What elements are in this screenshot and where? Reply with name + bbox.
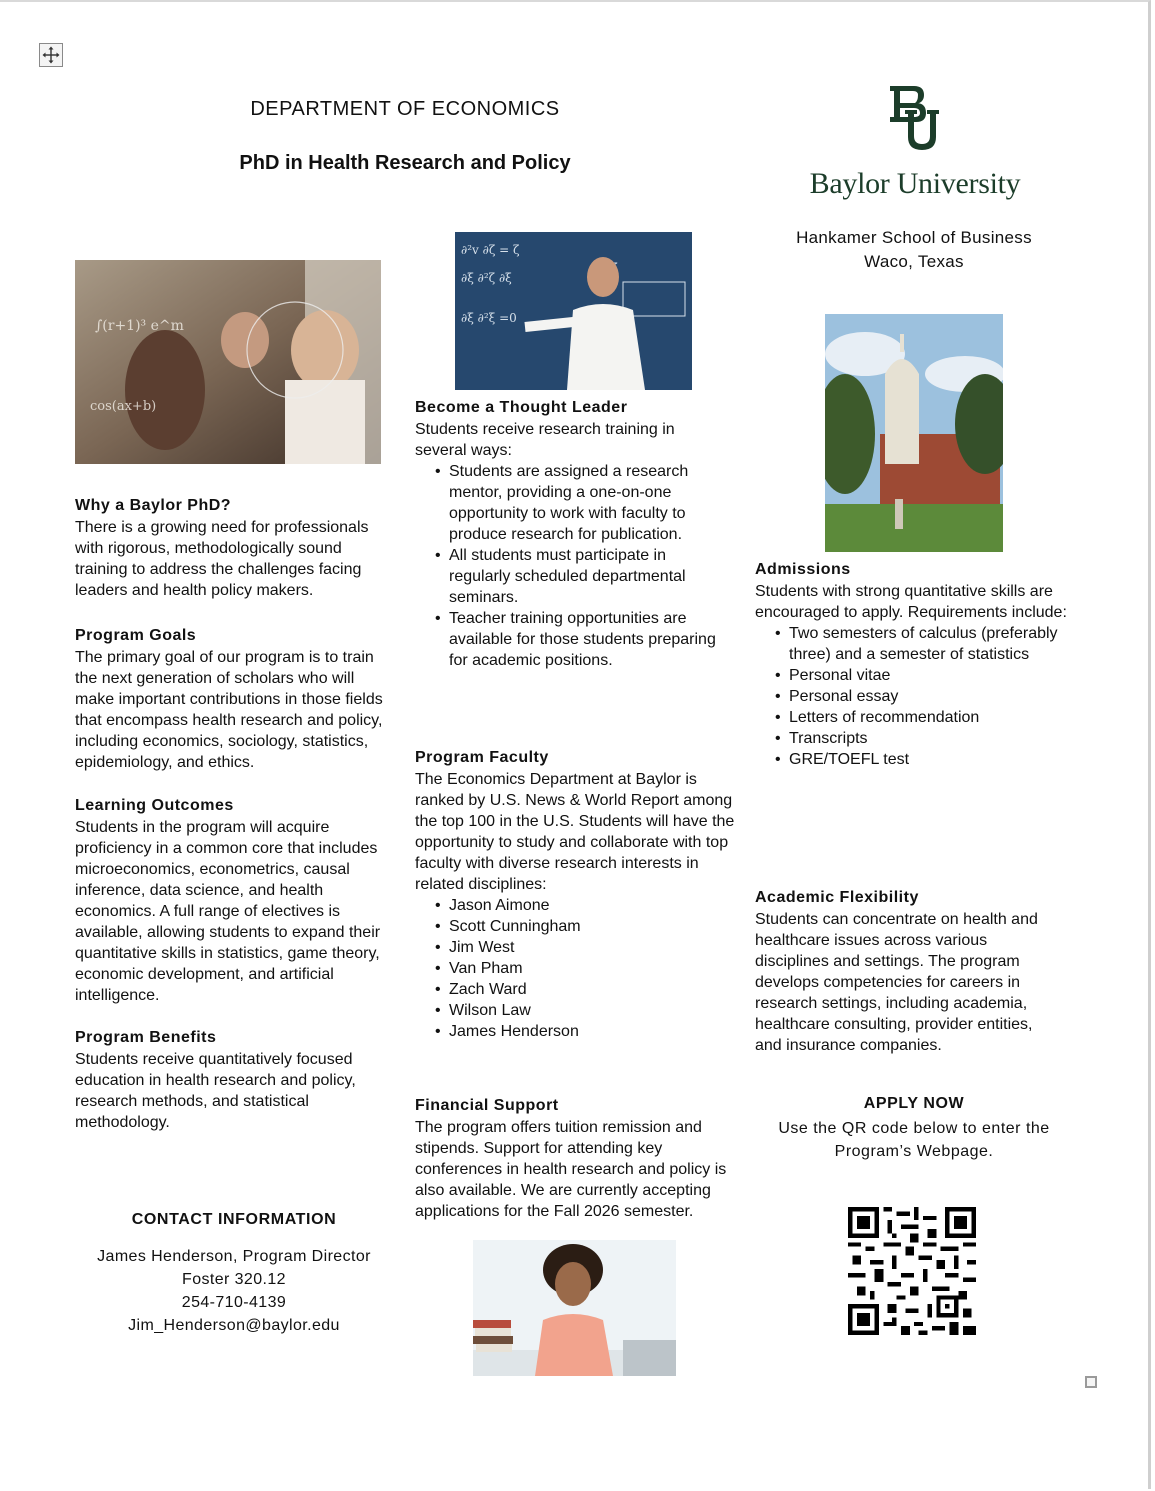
contact-info <box>75 1245 393 1337</box>
contact-phone: 254-710-4139 <box>181 1294 287 1311</box>
section-heading: Program Faculty <box>415 749 549 766</box>
department-title: DEPARTMENT OF ECONOMICS <box>250 98 560 120</box>
section-outcomes <box>75 795 395 1006</box>
section-goals <box>75 625 393 773</box>
section-faculty <box>415 747 737 1042</box>
table-move-handle[interactable] <box>39 43 63 67</box>
requirement-item: • Personal vitae <box>789 665 1073 686</box>
contact-office: Foster 320.12 <box>182 1271 286 1288</box>
apply-text <box>764 1117 1064 1163</box>
faculty-member: • Zach Ward <box>449 979 737 1000</box>
image-campus <box>825 314 1003 552</box>
thought-list <box>415 461 735 671</box>
section-body: Students in the program will acquire proficiency in a common core that includes microeconomics, econometrics, causal inference, data science, and health economics. A full range of electives is available, allowing students to expand their quantitative skills in statistics, game theory, economic development, and artificial intelligence. <box>75 819 381 1004</box>
campus-photo <box>825 314 1003 552</box>
faculty-member: • Wilson Law <box>449 1000 737 1021</box>
list-item: • All students must participate in regularly scheduled departmental seminars. <box>449 545 719 608</box>
location-line: Waco, Texas <box>864 252 964 271</box>
section-flexibility <box>755 887 1055 1056</box>
section-intro: Students receive research training in several ways: <box>415 421 675 459</box>
faculty-member: • Scott Cunningham <box>449 916 737 937</box>
school-line: Hankamer School of Business <box>796 228 1032 247</box>
university-name: Baylor University <box>809 167 1021 200</box>
svg-text:∂²v ∂ζ = ζ: ∂²v ∂ζ = ζ <box>461 243 520 257</box>
requirement-item: • GRE/TOEFL test <box>789 749 1073 770</box>
section-body: There is a growing need for professionals with rigorous, methodologically sound training to address the challenges facing leaders and health policy makers. <box>75 519 369 599</box>
professor-photo <box>455 232 692 390</box>
apply-line: Use the QR code below to enter the <box>778 1120 1050 1137</box>
section-thought-leader <box>415 397 735 671</box>
program-title: PhD in Health Research and Policy <box>239 152 571 174</box>
image-student <box>473 1240 676 1376</box>
student-photo <box>473 1240 676 1376</box>
faculty-list <box>415 895 737 1042</box>
section-body: The program offers tuition remission and stipends. Support for attending key conferences in health research and policy is also available. We are currently accepting applications for the Fall 2026 semester. <box>415 1119 727 1220</box>
section-heading: Program Goals <box>75 627 197 644</box>
requirement-item: • Transcripts <box>789 728 1073 749</box>
section-intro: Students with strong quantitative skills are encouraged to apply. Requirements include: <box>755 583 1067 621</box>
section-heading: Become a Thought Leader <box>415 399 628 416</box>
section-financial <box>415 1095 730 1222</box>
svg-text:∂ξ ∂²ζ ∂ξ: ∂ξ ∂²ζ ∂ξ <box>461 271 512 285</box>
requirement-item: • Personal essay <box>789 686 1073 707</box>
contact-name: James Henderson, Program Director <box>97 1248 371 1265</box>
move-cross-icon <box>42 46 60 64</box>
list-item: • Teacher training opportunities are available for those students preparing for academic positions. <box>449 608 735 671</box>
faculty-member: • Jason Aimone <box>449 895 737 916</box>
requirement-item: • Letters of recommendation <box>789 707 1073 728</box>
section-intro: The Economics Department at Baylor is ranked by U.S. News & World Report among the top 100 in the U.S. Students will have the opportunity to study and collaborate with top faculty with diverse research interests in related disciplines: <box>415 771 735 893</box>
requirement-item: • Two semesters of calculus (preferably three) and a semester of statistics <box>789 623 1069 665</box>
contact-email[interactable]: Jim_Henderson@baylor.edu <box>128 1317 340 1334</box>
section-heading: Academic Flexibility <box>755 889 919 906</box>
contact-heading: CONTACT INFORMATION <box>131 1211 337 1228</box>
qr-code[interactable] <box>848 1207 976 1335</box>
apply-heading: APPLY NOW <box>863 1095 965 1112</box>
image-professor <box>455 232 692 390</box>
apply-line: Program’s Webpage. <box>834 1143 994 1160</box>
section-body: Students can concentrate on health and healthcare issues across various disciplines and settings. The program develops competencies for careers in research settings, including academia, healthcare consulting, provider entities, and insurance companies. <box>755 911 1038 1054</box>
school-name <box>764 226 1064 274</box>
section-benefits <box>75 1027 375 1133</box>
faculty-member: • Van Pham <box>449 958 737 979</box>
researchers-photo <box>75 260 381 464</box>
bu-logo-icon <box>886 86 942 150</box>
svg-text:∫(r+1)³ e^m: ∫(r+1)³ e^m <box>95 318 184 334</box>
section-heading: Why a Baylor PhD? <box>75 497 232 514</box>
section-admissions <box>755 559 1073 770</box>
section-heading: Admissions <box>755 561 851 578</box>
svg-text:cos(ax+b): cos(ax+b) <box>90 399 157 414</box>
requirements-list <box>755 623 1073 770</box>
svg-text:∂ξ ∂²ξ =0: ∂ξ ∂²ξ =0 <box>461 311 517 325</box>
list-item: • Students are assigned a research mentor, providing a one-on-one opportunity to work with faculty to produce research for publication. <box>449 461 719 545</box>
section-why <box>75 495 393 601</box>
section-heading: Financial Support <box>415 1097 559 1114</box>
section-heading: Learning Outcomes <box>75 797 234 814</box>
faculty-member: • James Henderson <box>449 1021 737 1042</box>
image-researchers <box>75 260 381 464</box>
resize-handle-icon[interactable] <box>1085 1376 1097 1388</box>
faculty-member: • Jim West <box>449 937 737 958</box>
section-heading: Program Benefits <box>75 1029 217 1046</box>
section-body: The primary goal of our program is to train the next generation of scholars who will make important contributions in those fields that encompass health research and policy, including economics, sociology, statistics, epidemiology, and ethics. <box>75 649 383 771</box>
section-body: Students receive quantitatively focused education in health research and policy, research methods, and statistical methodology. <box>75 1051 356 1131</box>
